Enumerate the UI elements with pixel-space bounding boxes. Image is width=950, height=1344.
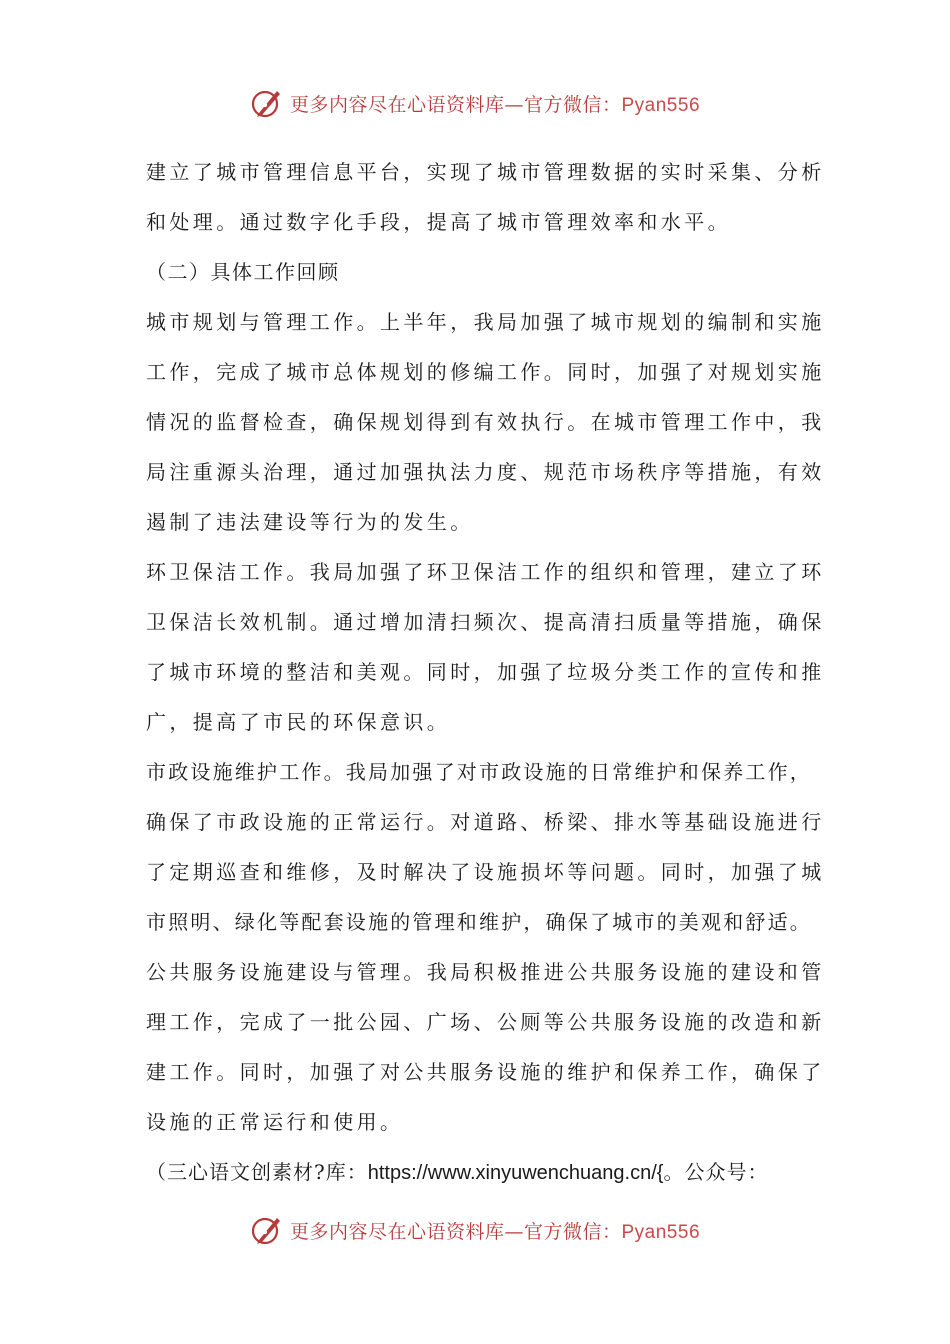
paragraph-line: 市照明、绿化等配套设施的管理和维护，确保了城市的美观和舒适。 [146, 910, 812, 934]
header-banner-text: 更多内容尽在心语资料库—官方微信：Pyan556 [289, 93, 701, 116]
paragraph-line: 建工作。同时，加强了对公共服务设施的维护和保养工作，确保了 [146, 1060, 825, 1084]
header-banner [0, 81, 950, 125]
paragraph-line: 市政设施维护工作。我局加强了对市政设施的日常维护和保养工作， [146, 760, 812, 784]
paragraph-line: 广，提高了市民的环保意识。 [146, 710, 451, 734]
paragraph-line: 理工作，完成了一批公园、广场、公厕等公共服务设施的改造和新 [146, 1010, 825, 1034]
paragraph-line: 环卫保洁工作。我局加强了环卫保洁工作的组织和管理，建立了环 [146, 560, 825, 584]
footer-banner-text: 更多内容尽在心语资料库—官方微信：Pyan556 [289, 1220, 701, 1243]
paragraph-line: 设施的正常运行和使用。 [146, 1110, 404, 1134]
paragraph-line: 城市规划与管理工作。上半年，我局加强了城市规划的编制和实施 [146, 310, 825, 334]
paragraph-line: 了定期巡查和维修，及时解决了设施损坏等问题。同时，加强了城 [146, 860, 825, 884]
source-url[interactable]: https://www.xinyuwenchuang.cn/{ [367, 1162, 664, 1184]
paragraph-line: 公共服务设施建设与管理。我局积极推进公共服务设施的建设和管 [146, 960, 825, 984]
paragraph-line: 确保了市政设施的正常运行。对道路、桥梁、排水等基础设施进行 [146, 810, 825, 834]
paragraph-line: 了城市环境的整洁和美观。同时，加强了垃圾分类工作的宣传和推 [146, 660, 825, 684]
document-body [146, 147, 825, 1197]
paragraph-line: 情况的监督检查，确保规划得到有效执行。在城市管理工作中，我 [146, 410, 825, 434]
paragraph-line: 建立了城市管理信息平台，实现了城市管理数据的实时采集、分析 [146, 160, 825, 184]
pen-nib-circle-icon [250, 86, 284, 120]
footer-wechat-id: Pyan556 [621, 1221, 701, 1243]
paragraph-line: 卫保洁长效机制。通过增加清扫频次、提高清扫质量等措施，确保 [146, 610, 825, 634]
section-heading: （二）具体工作回顾 [146, 260, 340, 284]
footer-banner [0, 1208, 950, 1252]
pen-nib-circle-icon [250, 1213, 284, 1247]
source-line [146, 1147, 806, 1197]
paragraph-line: 和处理。通过数字化手段，提高了城市管理效率和水平。 [146, 210, 731, 234]
paragraph-line: 遏制了违法建设等行为的发生。 [146, 510, 474, 534]
paragraph-line: 局注重源头治理，通过加强执法力度、规范市场秩序等措施，有效 [146, 460, 825, 484]
source-suffix: 。公众号： [663, 1160, 769, 1184]
header-wechat-id: Pyan556 [621, 94, 701, 116]
source-prefix: （三心语文创素材?库： [146, 1160, 368, 1184]
paragraph-line: 工作，完成了城市总体规划的修编工作。同时，加强了对规划实施 [146, 360, 825, 384]
